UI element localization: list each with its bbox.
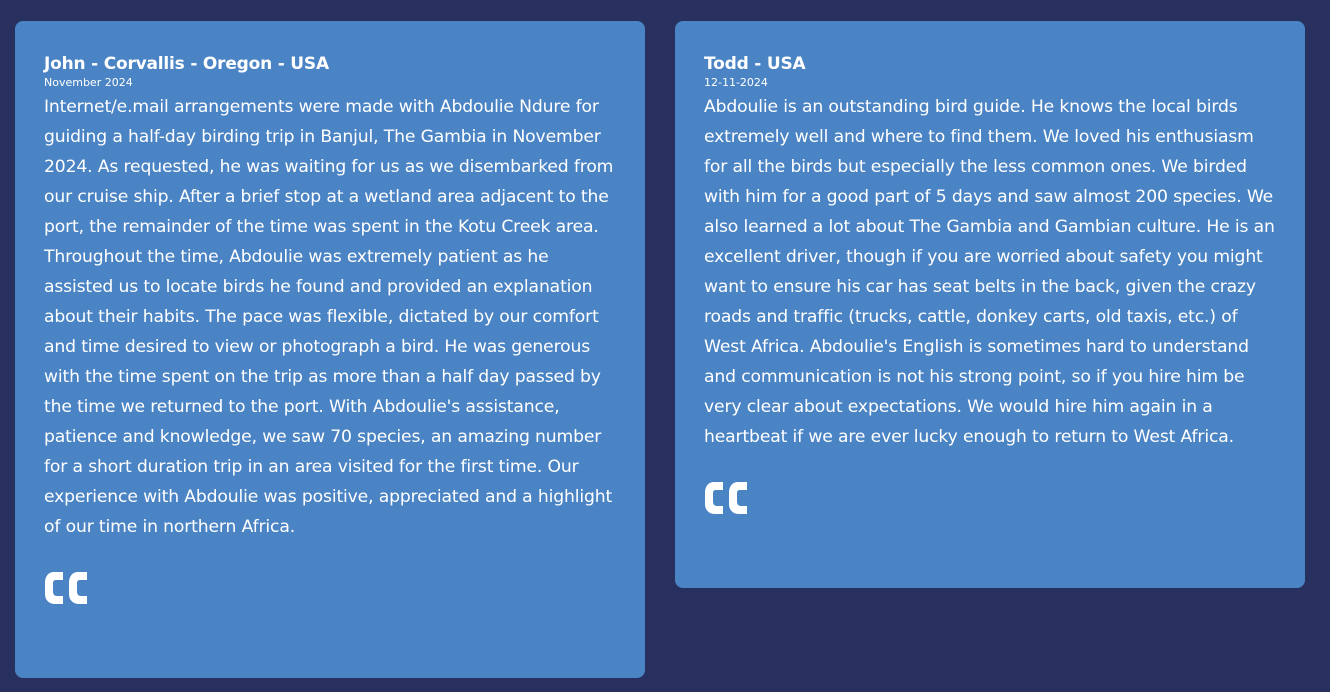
testimonial-date: November 2024 [44,76,133,89]
testimonial-author: John - Corvallis - Oregon - USA [44,54,329,74]
testimonial-text: Abdoulie is an outstanding bird guide. He knows the local birds extremely well and where to find them. We loved his enthusiasm for all the birds but especially the less common ones. We birded with him for a good part of 5 days and saw almost 200 species. We also learned a lot about The Gambia and Gambian culture. He is an excellent driver, though if you are worried about safety you might want to ensure his car has seat belts in the back, given the crazy roads and traffic (trucks, cattle, donkey carts, old taxis, etc.) of West Africa. Abdoulie's English is sometimes hard to understand and communication is not his strong point, so if you hire him be very clear about expectations. We would hire him again in a heartbeat if we are ever lucky enough to return to West Africa. [704,97,1275,447]
testimonial-card [675,21,1305,588]
testimonial-date: 12-11-2024 [704,76,768,89]
testimonial-text: Internet/e.mail arrangements were made with Abdoulie Ndure for guiding a half-day birding trip in Banjul, The Gambia in November 2024. As requested, he was waiting for us as we disembarked from our cruise ship. After a brief stop at a wetland area adjacent to the port, the remainder of the time was spent in the Kotu Creek area. Throughout the time, Abdoulie was extremely patient as he assisted us to locate birds he found and provided an explanation about their habits. The pace was flexible, dictated by our comfort and time desired to view or photograph a bird. He was generous with the time spent on the trip as more than a half day passed by the time we returned to the port. With Abdoulie's assistance, patience and knowledge, we saw 70 species, an amazing number for a short duration trip in an area visited for the first time. Our experience with Abdoulie was positive, appreciated and a highlight of our time in northern Africa. [44,97,614,537]
testimonial-card [15,21,645,678]
testimonial-author: Todd - USA [704,54,806,74]
quote-icon [704,480,750,516]
quote-icon [44,570,90,606]
